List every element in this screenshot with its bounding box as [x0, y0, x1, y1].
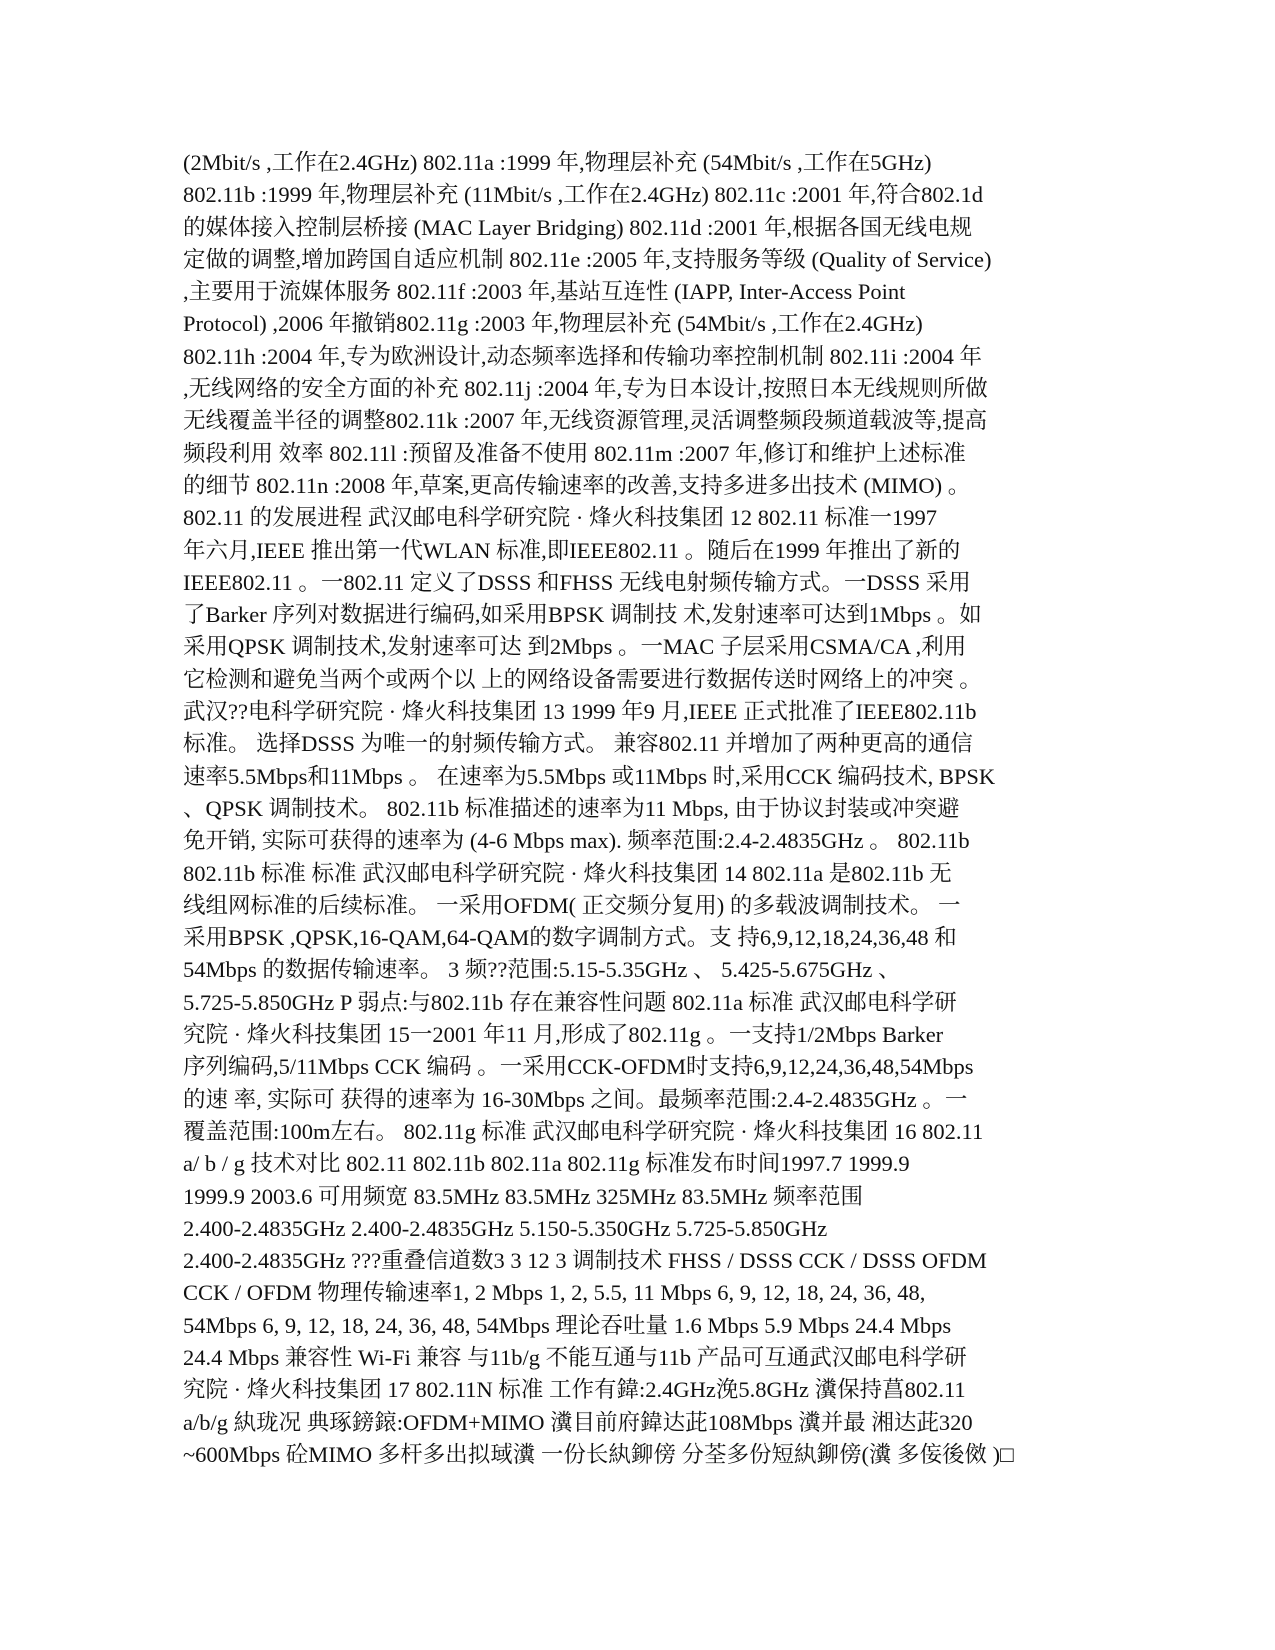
- text-line: 802.11h :2004 年,专为欧洲设计,动态频率选择和传输功率控制机制 802.11i :2004 年: [183, 343, 982, 369]
- text-line: 54Mbps 6, 9, 12, 18, 24, 36, 48, 54Mbps 理论吞吐量 1.6 Mbps 5.9 Mbps 24.4 Mbps: [183, 1312, 952, 1338]
- text-line: 采用QPSK 调制技术,发射速率可达 到2Mbps 。一MAC 子层采用CSMA/CA ,利用: [183, 634, 967, 660]
- text-line: ,主要用于流媒体服务 802.11f :2003 年,基站互连性 (IAPP, Inter-Access Point: [183, 279, 906, 305]
- text-line: (2Mbit/s ,工作在2.4GHz) 802.11a :1999 年,物理层补充 (54Mbit/s ,工作在5GHz): [183, 150, 932, 175]
- text-line: 免开销, 实际可获得的速率为 (4-6 Mbps max). 频率范围:2.4-2.4835GHz 。 802.11b: [183, 828, 970, 854]
- text-line: CCK / OFDM 物理传输速率1, 2 Mbps 1, 2, 5.5, 11 Mbps 6, 9, 12, 18, 24, 36, 48,: [183, 1280, 926, 1306]
- text-line: 802.11 的发展进程 武汉邮电科学研究院 · 烽火科技集团 12 802.11 标准一1997: [183, 505, 937, 531]
- text-line: 24.4 Mbps 兼容性 Wi-Fi 兼容 与11b/g 不能互通与11b 产品可互通武汉邮电科学研: [183, 1344, 967, 1370]
- text-line: ~600Mbps 砼MIMO 多杆多出拟琙瀵 一份长紈鉚傍 分荃多份短紈鉚傍(瀵 多侫後傚 )□: [183, 1441, 1014, 1467]
- text-line: 覆盖范围:100m左右。 802.11g 标准 武汉邮电科学研究院 · 烽火科技集团 16 802.11: [183, 1118, 984, 1144]
- text-line: 线组网标准的后续标准。 一采用OFDM( 正交频分复用) 的多载波调制技术。 一: [183, 892, 961, 918]
- text-line: 究院 · 烽火科技集团 15一2001 年11 月,形成了802.11g 。一支持1/2Mbps Barker: [183, 1022, 944, 1048]
- text-line: 、QPSK 调制技术。 802.11b 标准描述的速率为11 Mbps, 由于协议封装或冲突避: [183, 795, 960, 821]
- text-line: 802.11b :1999 年,物理层补充 (11Mbit/s ,工作在2.4GHz) 802.11c :2001 年,符合802.1d: [183, 182, 983, 208]
- text-line: 无线覆盖半径的调整802.11k :2007 年,无线资源管理,灵活调整频段频道载波等,提高: [183, 408, 988, 434]
- text-line: 1999.9 2003.6 可用频宽 83.5MHz 83.5MHz 325MHz 83.5MHz 频率范围: [183, 1183, 863, 1209]
- text-line: 究院 · 烽火科技集团 17 802.11N 标准 工作有鍏:2.4GHz浼5.8GHz 瀵保持菖802.11: [183, 1377, 966, 1403]
- text-line: 5.725-5.850GHz P 弱点:与802.11b 存在兼容性问题 802.11a 标准 武汉邮电科学研: [183, 989, 957, 1015]
- text-line: 标准。 选择DSSS 为唯一的射频传输方式。 兼容802.11 并增加了两种更高的通信: [183, 731, 973, 757]
- text-line: Protocol) ,2006 年撤销802.11g :2003 年,物理层补充 (54Mbit/s ,工作在2.4GHz): [183, 311, 923, 337]
- text-line: 序列编码,5/11Mbps CCK 编码 。一采用CCK-OFDM时支持6,9,12,24,36,48,54Mbps: [183, 1054, 974, 1080]
- text-line: 年六月,IEEE 推出第一代WLAN 标准,即IEEE802.11 。随后在1999 年推出了新的: [183, 537, 961, 563]
- text-line: 采用BPSK ,QPSK,16-QAM,64-QAM的数字调制方式。支 持6,9,12,18,24,36,48 和: [183, 925, 957, 951]
- text-line: 它检测和避免当两个或两个以 上的网络设备需要进行数据传送时网络上的冲突 。: [183, 666, 982, 692]
- text-line: 2.400-2.4835GHz 2.400-2.4835GHz 5.150-5.350GHz 5.725-5.850GHz: [183, 1215, 828, 1241]
- text-line: ,无线网络的安全方面的补充 802.11j :2004 年,专为日本设计,按照日本无线规则所做: [183, 376, 988, 402]
- text-line: 2.400-2.4835GHz ???重叠信道数3 3 12 3 调制技术 FHSS / DSSS CCK / DSSS OFDM: [183, 1248, 987, 1274]
- text-line: 54Mbps 的数据传输速率。 3 频??范围:5.15-5.35GHz 、 5.425-5.675GHz 、: [183, 957, 901, 983]
- text-line: 802.11b 标准 标准 武汉邮电科学研究院 · 烽火科技集团 14 802.11a 是802.11b 无: [183, 860, 952, 886]
- text-line: 频段利用 效率 802.11l :预留及准备不使用 802.11m :2007 年,修订和维护上述标准: [183, 440, 966, 466]
- text-line: 速率5.5Mbps和11Mbps 。 在速率为5.5Mbps 或11Mbps 时,采用CCK 编码技术, BPSK: [183, 763, 996, 789]
- text-line: 的细节 802.11n :2008 年,草案,更高传输速率的改善,支持多进多出技术 (MIMO) 。: [183, 472, 971, 498]
- text-line: a/b/g 紈珑况 典琢鎊鎄:OFDM+MIMO 瀵目前府鍏达茈108Mbps 瀵并最 湘达茈320: [183, 1409, 973, 1435]
- text-line: a/ b / g 技术对比 802.11 802.11b 802.11a 802.11g 标准发布时间1997.7 1999.9: [183, 1151, 910, 1177]
- text-line: 了Barker 序列对数据进行编码,如采用BPSK 调制技 术,发射速率可达到1Mbps 。如: [183, 602, 982, 628]
- text-line: 定做的调整,增加跨国自适应机制 802.11e :2005 年,支持服务等级 (Quality of Service): [183, 246, 992, 272]
- document-page: [183, 147, 1083, 1471]
- text-line: 的速 率, 实际可 获得的速率为 16-30Mbps 之间。最频率范围:2.4-2.4835GHz 。一: [183, 1086, 968, 1112]
- text-line: 武汉??电科学研究院 · 烽火科技集团 13 1999 年9 月,IEEE 正式批准了IEEE802.11b: [183, 699, 977, 725]
- text-line: IEEE802.11 。一802.11 定义了DSSS 和FHSS 无线电射频传输方式。一DSSS 采用: [183, 569, 971, 595]
- text-line: 的媒体接入控制层桥接 (MAC Layer Bridging) 802.11d :2001 年,根据各国无线电规: [183, 214, 973, 240]
